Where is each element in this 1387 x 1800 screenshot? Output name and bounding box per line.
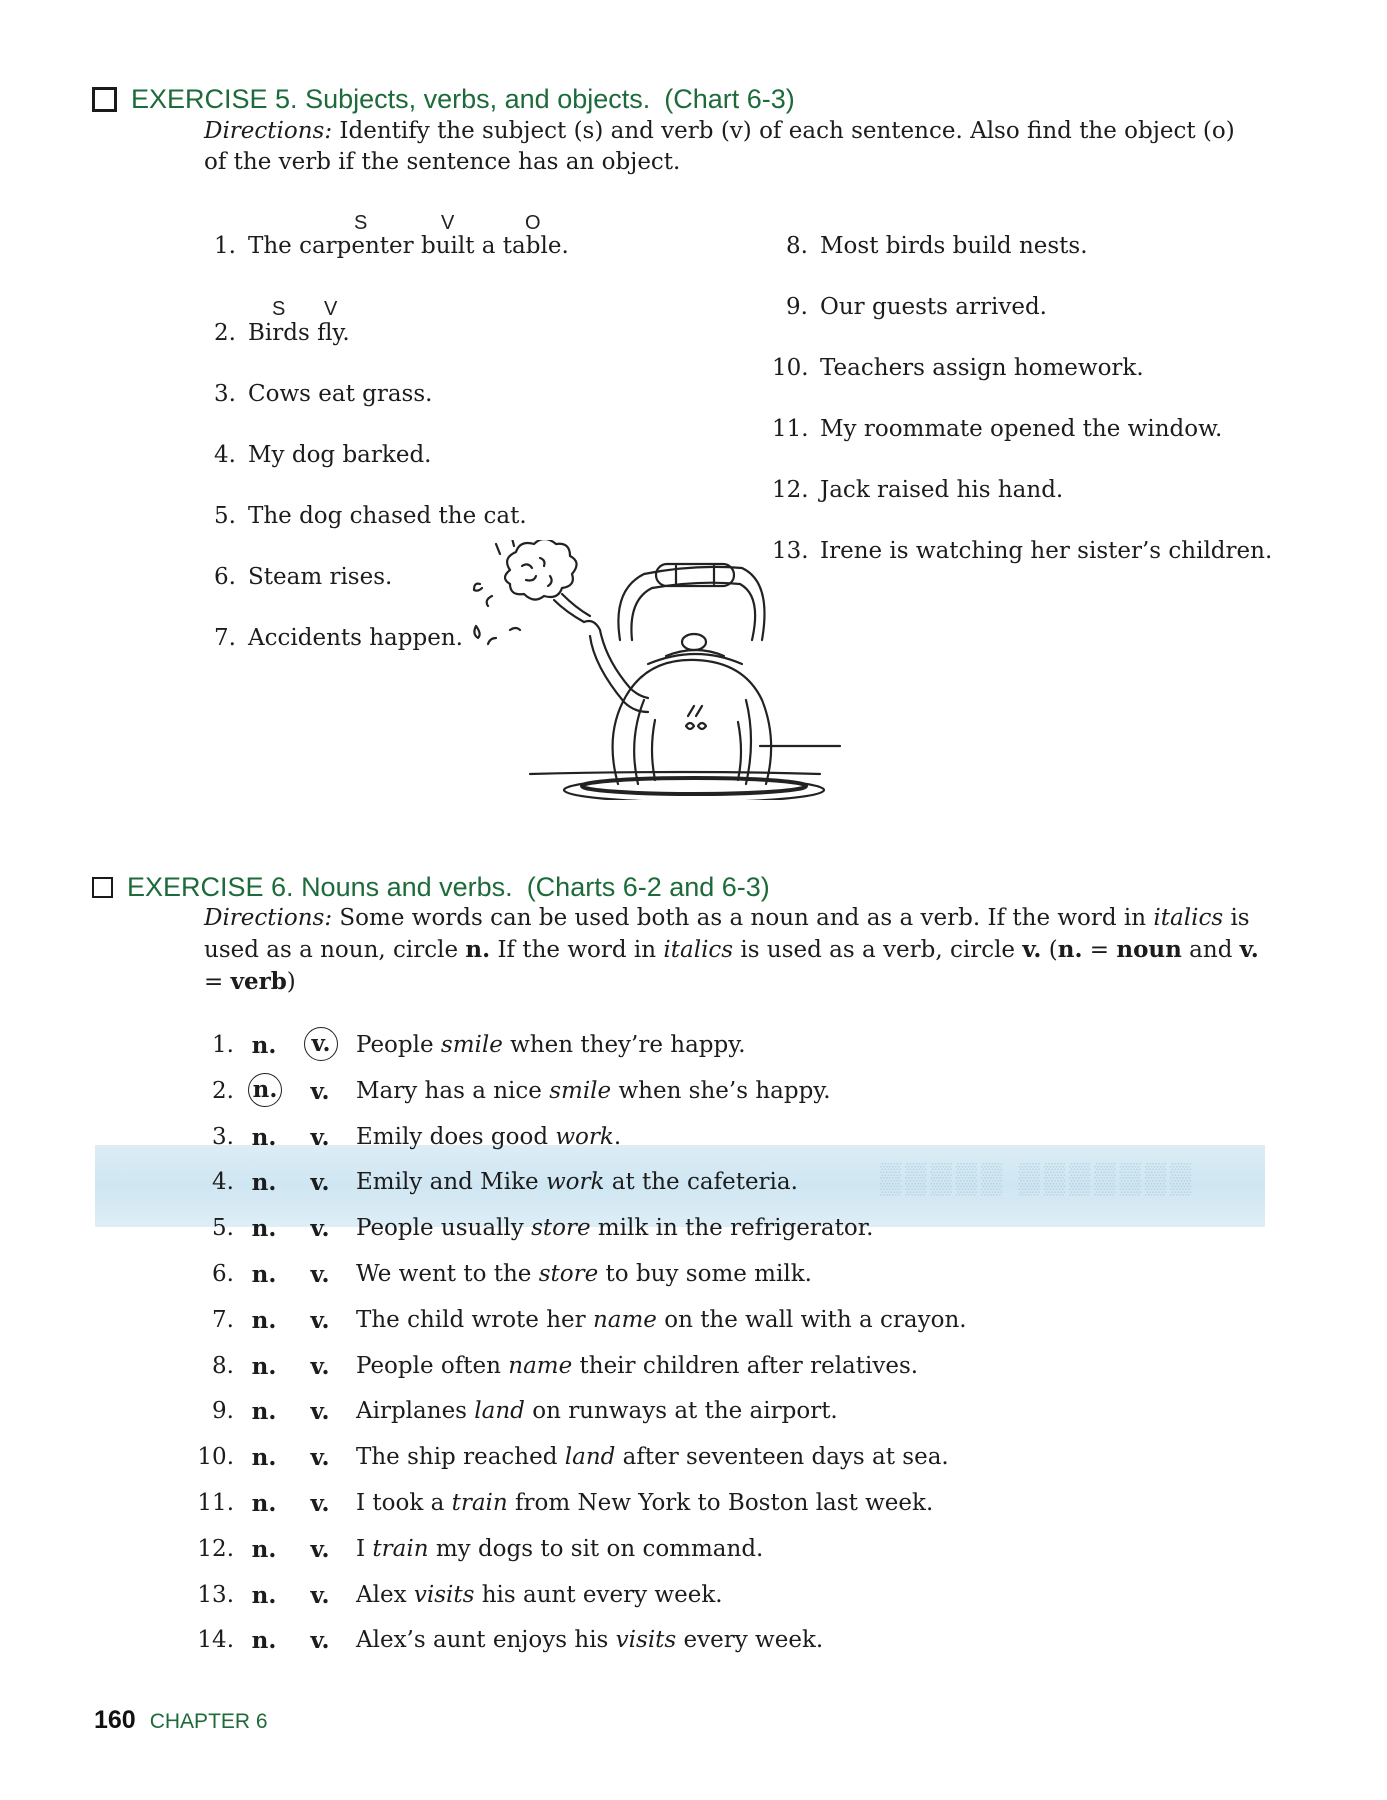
row-number: 8. bbox=[212, 1352, 234, 1379]
verb-option[interactable]: v. bbox=[310, 1123, 330, 1151]
row-sentence: Alex visits his aunt every week. bbox=[356, 1581, 723, 1608]
exercise-5-directions bbox=[204, 116, 1264, 178]
row-sentence: Emily and Mike work at the cafeteria. bbox=[356, 1169, 798, 1196]
noun-option[interactable]: n. bbox=[251, 1123, 277, 1151]
ex5-sentence: 6. Steam rises. bbox=[214, 564, 393, 590]
ex5-sentence: 2. Birds fly. bbox=[214, 320, 350, 346]
page-number: 160 bbox=[94, 1706, 136, 1734]
italic-word: work bbox=[545, 1169, 605, 1196]
mark-verb: V bbox=[441, 212, 455, 234]
row-sentence: We went to the store to buy some milk. bbox=[356, 1261, 812, 1287]
verb-option[interactable]: v. bbox=[310, 1490, 330, 1517]
ex5-sentence: 5. The dog chased the cat. bbox=[214, 503, 527, 529]
ex5-sentence: 13. Irene is watching her sister’s children. bbox=[772, 538, 1273, 564]
exercise-5-checkbox[interactable] bbox=[92, 87, 117, 112]
mark-subject: S bbox=[354, 212, 368, 234]
verb-option[interactable]: v. bbox=[304, 1027, 338, 1061]
row-sentence: I took a train from New York to Boston last week. bbox=[356, 1490, 934, 1516]
italic-word: name bbox=[508, 1352, 573, 1379]
verb-option[interactable]: v. bbox=[310, 1398, 330, 1426]
ghost-bleed-text: ▒▒▒▒▒ ▒▒▒▒▒▒▒ bbox=[880, 1162, 1196, 1195]
ex5-sentence: 12. Jack raised his hand. bbox=[772, 477, 1064, 503]
directions-label: Directions: bbox=[204, 118, 333, 144]
row-number: 4. bbox=[212, 1169, 234, 1196]
row-number: 3. bbox=[212, 1123, 234, 1150]
row-sentence: Alex’s aunt enjoys his visits every week. bbox=[356, 1627, 824, 1654]
italic-word: land bbox=[564, 1444, 616, 1471]
verb-option[interactable]: v. bbox=[310, 1169, 330, 1197]
row-sentence: The child wrote her name on the wall with a crayon. bbox=[356, 1306, 967, 1333]
ex5-sentence: 4. My dog barked. bbox=[214, 442, 432, 468]
row-sentence: Emily does good work. bbox=[356, 1123, 622, 1150]
row-sentence: People usually store milk in the refrigerator. bbox=[356, 1215, 874, 1242]
kettle-icon bbox=[470, 540, 870, 800]
italic-word: land bbox=[474, 1398, 525, 1425]
italic-word: name bbox=[592, 1306, 657, 1333]
row-sentence: Mary has a nice smile when she’s happy. bbox=[356, 1077, 831, 1104]
exercise-6-heading bbox=[92, 872, 770, 903]
italic-word: work bbox=[555, 1123, 614, 1150]
exercise-5-chart-ref: (Chart 6-3) bbox=[664, 84, 795, 114]
italic-word: smile bbox=[440, 1032, 503, 1058]
ex5-sentence: 7. Accidents happen. bbox=[214, 625, 463, 651]
mark-object: O bbox=[525, 212, 541, 234]
row-sentence: I train my dogs to sit on command. bbox=[356, 1535, 764, 1562]
verb-option[interactable]: v. bbox=[310, 1444, 330, 1472]
row-sentence: Airplanes land on runways at the airport. bbox=[356, 1398, 838, 1425]
row-number: 12. bbox=[197, 1535, 234, 1562]
row-number: 1. bbox=[212, 1032, 234, 1058]
italic-word: visits bbox=[615, 1627, 677, 1654]
row-number: 14. bbox=[197, 1627, 234, 1654]
noun-option[interactable]: n. bbox=[251, 1261, 277, 1288]
ex5-sentence: 1. The carpenter built a table. bbox=[214, 233, 569, 259]
row-sentence: People smile when they’re happy. bbox=[356, 1032, 746, 1058]
italic-word: smile bbox=[549, 1077, 612, 1104]
noun-option[interactable]: n. bbox=[251, 1215, 277, 1243]
row-number: 6. bbox=[212, 1261, 234, 1287]
exercise-5-title: EXERCISE 5. Subjects, verbs, and objects. bbox=[131, 84, 651, 114]
noun-option[interactable]: n. bbox=[251, 1032, 277, 1059]
noun-option[interactable]: n. bbox=[251, 1306, 277, 1334]
noun-option[interactable]: n. bbox=[251, 1398, 277, 1426]
italic-word: train bbox=[451, 1490, 508, 1516]
row-number: 11. bbox=[197, 1490, 234, 1516]
italic-word: store bbox=[538, 1261, 599, 1287]
verb-option[interactable]: v. bbox=[310, 1077, 330, 1105]
exercise-6-checkbox[interactable] bbox=[92, 877, 113, 898]
ex5-sentence: 3. Cows eat grass. bbox=[214, 381, 433, 407]
row-number: 9. bbox=[212, 1398, 234, 1425]
exercise-5-heading bbox=[92, 84, 795, 115]
verb-option[interactable]: v. bbox=[310, 1627, 330, 1655]
row-sentence: The ship reached land after seventeen days at sea. bbox=[356, 1444, 949, 1471]
verb-option[interactable]: v. bbox=[310, 1352, 330, 1380]
noun-option[interactable]: n. bbox=[248, 1073, 282, 1107]
row-number: 7. bbox=[212, 1306, 234, 1333]
ex5-sentence: 10. Teachers assign homework. bbox=[772, 355, 1144, 381]
verb-option[interactable]: v. bbox=[310, 1581, 330, 1609]
ex5-sentence: 8. Most birds build nests. bbox=[786, 233, 1088, 259]
row-number: 13. bbox=[197, 1581, 234, 1608]
noun-option[interactable]: n. bbox=[251, 1490, 277, 1517]
verb-option[interactable]: v. bbox=[310, 1306, 330, 1334]
ex5-sentence: 9. Our guests arrived. bbox=[786, 294, 1047, 320]
mark-verb: V bbox=[324, 298, 338, 320]
exercise-6-title: EXERCISE 6. Nouns and verbs. bbox=[127, 872, 513, 902]
row-number: 5. bbox=[212, 1215, 234, 1242]
directions-text: Identify the subject (s) and verb (v) of each sentence. Also find the object (o) of the verb if the sentence has an object. bbox=[204, 118, 1235, 175]
mark-subject: S bbox=[272, 298, 286, 320]
noun-option[interactable]: n. bbox=[251, 1352, 277, 1380]
verb-option[interactable]: v. bbox=[310, 1261, 330, 1288]
row-number: 2. bbox=[212, 1077, 234, 1104]
ex5-sentence: 11. My roommate opened the window. bbox=[772, 416, 1223, 442]
exercise-6-directions: Directions: Some words can be used both as a noun and as a verb. If the word in italics is used as a noun, circle n. If the word in italics is used as a verb, circle v. (n. = noun and v. = verb) bbox=[204, 905, 1259, 995]
italic-word: store bbox=[531, 1215, 591, 1242]
chapter-label: CHAPTER 6 bbox=[149, 1710, 268, 1733]
noun-option[interactable]: n. bbox=[251, 1627, 277, 1655]
page-footer bbox=[94, 1706, 268, 1735]
exercise-6-chart-ref: (Charts 6-2 and 6-3) bbox=[526, 872, 770, 902]
noun-option[interactable]: n. bbox=[251, 1581, 277, 1609]
noun-option[interactable]: n. bbox=[251, 1169, 277, 1197]
row-number: 10. bbox=[197, 1444, 234, 1471]
verb-option[interactable]: v. bbox=[310, 1535, 330, 1563]
italic-word: train bbox=[372, 1535, 429, 1562]
verb-option[interactable]: v. bbox=[310, 1215, 330, 1243]
noun-option[interactable]: n. bbox=[251, 1444, 277, 1472]
italic-word: visits bbox=[413, 1581, 475, 1608]
noun-option[interactable]: n. bbox=[251, 1535, 277, 1563]
row-sentence: People often name their children after relatives. bbox=[356, 1352, 919, 1379]
